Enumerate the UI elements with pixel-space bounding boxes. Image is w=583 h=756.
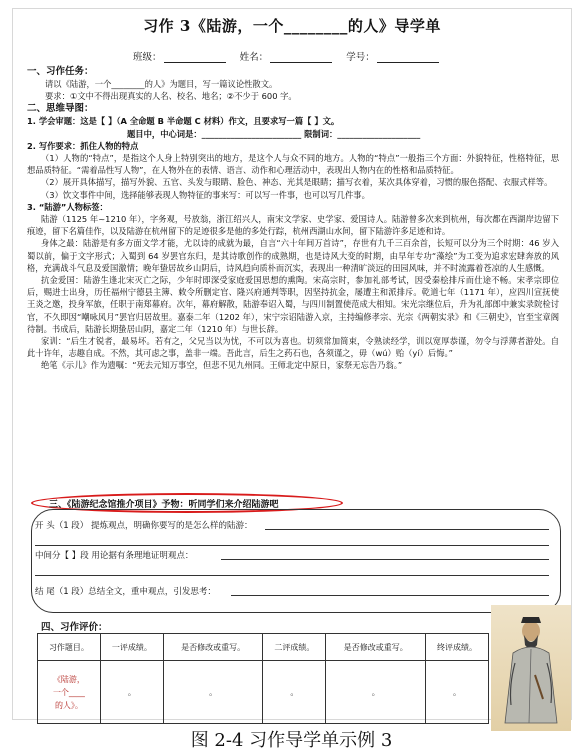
row-title-cell [38,661,101,724]
opening-label: 开 头（1 段） 提炼观点，明确你要写的是怎么样的陆游： [35,521,253,531]
ending-label: 结 尾（1 段）总结全文，重申观点，引发思考： [35,587,216,597]
task-line-1: 请以《陆游，一个________的人》为题目，写一篇议论性散文。 [45,79,278,89]
bio-family-motto: 家训：“后生才锐者，最易坏。若有之，父兄当以为忧，不可以为喜也。切须常加简束，令熟读经学，训以宽厚恭谨，勿令与浮薄者游处。自此十许年，志趣自成。不然，其可虑之事，盖非一端。吾此言，后生之药石也，各须谨之，毋（wú）贻（yí）后悔。” [27,336,559,359]
revise-2-cell[interactable]: 。 [326,661,426,724]
student-info-row [133,49,441,63]
opening-fill-line-2[interactable] [35,545,549,546]
header-revise-1: 是否修改或重写。 [163,634,263,661]
revise-1-cell[interactable]: 。 [163,661,263,724]
header-final-grade: 终评成绩。 [426,634,489,661]
id-label: 学号： [346,52,375,63]
character-tags-heading: 3. “陆游”人物标签： [27,201,108,212]
keyword-question: 题目中，中心词是：________________________ 限制词：____________________ [127,128,421,139]
middle-fill-line[interactable] [221,559,549,560]
class-blank [164,62,226,63]
evaluation-heading: 四、习作评价： [41,622,108,633]
row-title-line-3: 的人》。 [54,700,83,710]
lu-you-portrait-image [491,605,571,731]
bio-patriotism: 抗金爱国：陆游生逢北宋灭亡之际，少年时即深受家庭爱国思想的熏陶。宋高宗时，参加礼部考试，因受秦桧排斥而仕途不畅。宋孝宗即位后，赐进士出身，历任福州宁德县主簿、敕令所删定官、隆兴府通判等职，因坚持抗金，屡遭主和派排斥。乾道七年（1171 年），应四川宣抚使王炎之邀，投身军旅，任职于南郑幕府。次年，幕府解散，陆游奉诏入蜀，与四川制置使范成大相知。宋光宗继位后，升为礼部郎中兼实录院检讨官，不久即因“嘲咏风月”罢官归居故里。嘉泰二年（1202 年），宋宁宗诏陆游入京，主持编修孝宗、光宗《两朝实录》和《三朝史》，官至宝章阁待制。书成后，陆游长期蛰居山阴，嘉定二年（1210 年）与世长辞。 [27,275,559,334]
middle-fill-line-2[interactable] [35,575,549,576]
requirement-paragraph-1: （1）人物的“特点”，是指这个人身上特别突出的地方，是这个人与众不同的地方。人物的“特点”一般指三个方面：外貌特征，性格特征，思想品质特征。“需着品性写人物”，在人物外在的表情、语言、动作和心理活动中，表现出人物内在的性格和品质特征。 [27,153,559,176]
header-second-grade: 二评成绩。 [263,634,326,661]
table-header-row [38,634,489,661]
bio-last-poem: 绝笔《示儿》作为遗嘱：“死去元知万事空，但悲不见九州同。王师北定中原日，家祭无忘告乃翁。” [41,360,403,371]
row-title-line-1: 《陆游， [52,674,85,684]
task-requirements: 要求：①文中不得出现真实的人名、校名、地名；②不少于 600 字。 [45,91,297,102]
final-grade-cell[interactable]: 。 [426,661,489,724]
ending-fill-line[interactable] [231,595,549,596]
task-heading: 一、习作任务： [27,66,94,77]
table-row [38,661,489,724]
worksheet-page [12,8,572,720]
header-revise-2: 是否修改或重写。 [326,634,426,661]
second-grade-cell[interactable]: 。 [263,661,326,724]
mindmap-heading: 二、思维导图： [27,103,94,115]
worksheet-title: 习作 3《陆游，一个________的人》导学单 [143,17,441,35]
row-title-line-2: 一个____ [52,687,85,697]
opening-fill-line[interactable] [265,529,549,530]
header-first-grade: 一评成绩。 [100,634,163,661]
figure-caption: 图 2-4 习作导学单示例 3 [190,730,393,751]
evaluation-table [37,633,489,724]
topic-question: 1. 学会审题：这是【 】（A 全命题 B 半命题 C 材料）作文，且要求写一篇【 】文。 [27,116,340,127]
middle-label: 中间分【 】段 用论据有条理地证明观点： [35,551,194,561]
bio-intro: 陆游（1125 年~1210 年），字务观，号放翁，浙江绍兴人，南宋文学家、史学家、爱国诗人。陆游曾多次来到杭州，每次都在西湖岸边留下痕迹，留下名篇佳作，以及陆游在杭州留下的足迹很多是他的多处行踪，杭州西湖山水间，留下陆游许多足迹和诗。 [27,214,559,237]
name-label: 姓名： [239,52,269,63]
worksheet-body [27,65,559,372]
name-blank [270,62,332,63]
requirement-paragraph-3: （3）饮文事件中间，选择能够表现人物特征的事来写：可以写一件事，也可以写几件事。 [41,189,370,200]
first-grade-cell[interactable]: 。 [100,661,163,724]
requirement-paragraph-2: （2）展开具体描写，描写外貌、五官、头发与眼睛、脸色、神态、光其是眼睛；描写衣着，某次具体穿着，习惯的服色搭配、衣服式样等。 [41,177,553,188]
writing-requirements-heading: 2. 写作要求：抓住人物的特点 [27,140,139,151]
class-label: 班级： [133,52,162,63]
bio-poetry: 身体之最：陆游是有多方面文学才能，尤以诗的成就为最，自言“六十年间万首诗”，存世有九千三百余首，长短可以分为三个时期：46 岁入蜀以前，偏于文字形式；入蜀到 64 岁罢官东归，是其诗歌创作的成熟期，也是诗风大变的时期，由早年专功“藻绘”为工变为追求宏肆奔放的风格，充满战斗气息及爱国激情；晚年蛰居故乡山阴后，诗风趋向质朴而沉实，表现出一种清旷淡远的田园风味，并不时流露着苍凉的人生感慨。 [27,238,559,273]
header-title: 习作题目。 [38,634,101,661]
id-blank [377,62,439,63]
project-heading: 三、《陆游纪念馆推介项目》予物：听同学们来介绍陆游吧 [49,500,279,510]
